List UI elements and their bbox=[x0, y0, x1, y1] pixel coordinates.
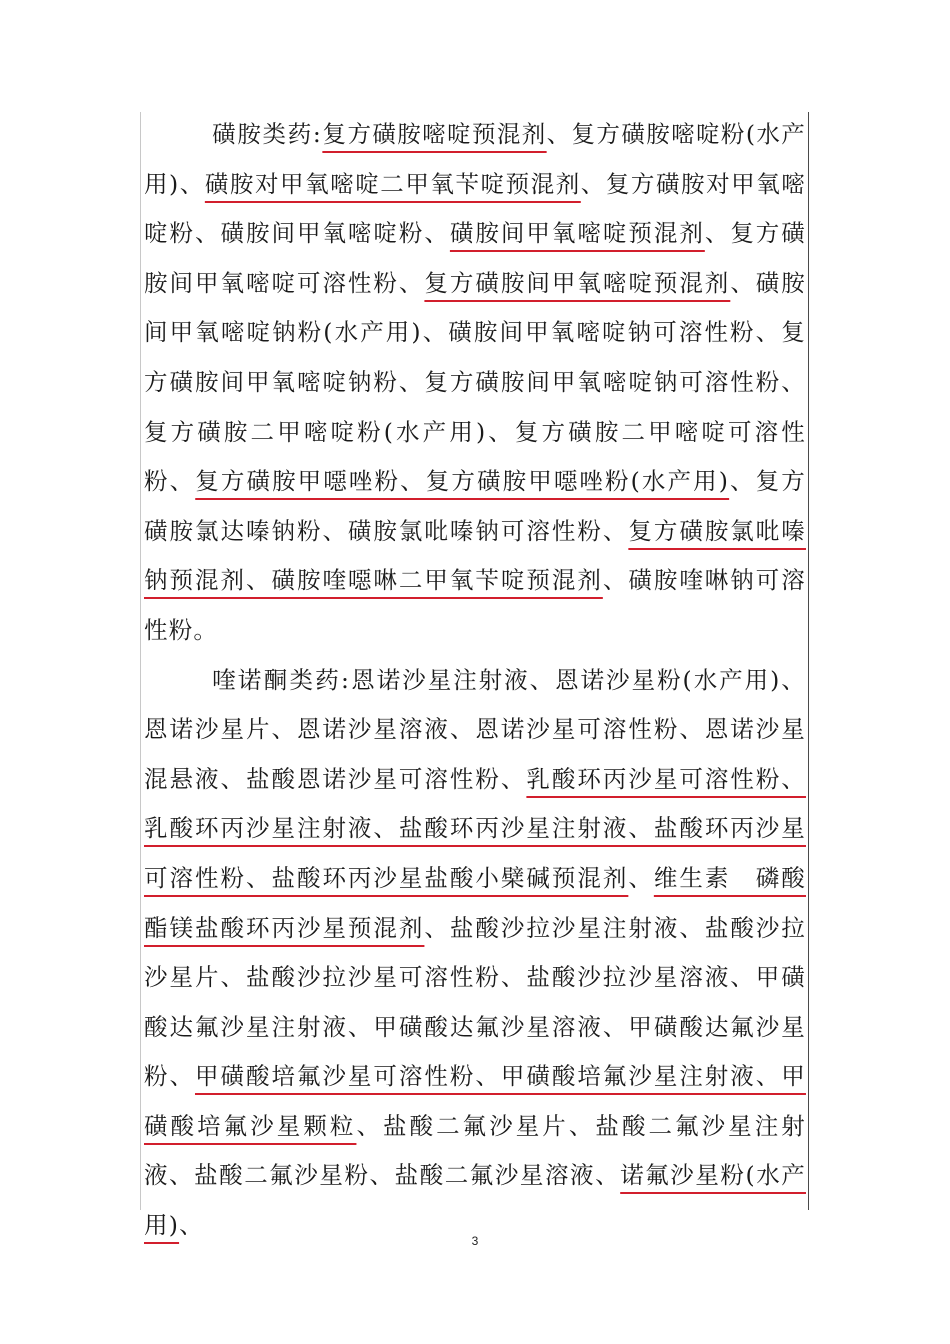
text-segment: 、盐酸二氟沙星片、盐酸二氟沙星注射液、盐酸二氟沙星粉、盐酸二氟沙星溶液、 bbox=[144, 1111, 806, 1190]
paragraph-body bbox=[144, 120, 806, 644]
paragraph-label: 喹诺酮类药: bbox=[212, 665, 351, 694]
body-text bbox=[144, 110, 806, 1251]
text-segment: 恩诺沙星注射液、恩诺沙星粉(水产用)、恩诺沙星片、恩诺沙星溶液、恩诺沙星可溶性粉、恩诺沙星混悬液、盐酸恩诺沙星可溶性粉、 bbox=[144, 665, 807, 793]
underlined-drug-name: 维生素 磷酸酯镁盐酸环丙沙星预混剂 bbox=[144, 863, 806, 942]
underlined-drug-name: 诺氟沙星粉(水产用) bbox=[144, 1161, 806, 1240]
text-segment: 、复方磺胺对甲氧嘧啶粉、磺胺间甲氧嘧啶粉、 bbox=[144, 169, 806, 248]
paragraph-label: 磺胺类药: bbox=[212, 120, 323, 148]
paragraph-body bbox=[144, 666, 806, 1240]
underlined-drug-name: 甲磺酸培氟沙星可溶性粉、甲磺酸培氟沙星注射液、甲磺酸培氟沙星颗粒 bbox=[144, 1062, 806, 1140]
text-segment: 、盐酸沙拉沙星注射液、盐酸沙拉沙星片、盐酸沙拉沙星可溶性粉、盐酸沙拉沙星溶液、甲磺酸达氟沙星注射液、甲磺酸达氟沙星溶液、甲磺酸达氟沙星粉、 bbox=[144, 913, 807, 1091]
underlined-drug-name: 复方磺胺甲噁唑粉、复方磺胺甲噁唑粉(水产用) bbox=[195, 467, 730, 496]
underlined-drug-name: 复方磺胺间甲氧嘧啶预混剂 bbox=[424, 268, 731, 297]
right-margin-line bbox=[808, 112, 809, 1210]
text-segment: 、复方磺胺嘧啶粉(水产用)、 bbox=[144, 120, 806, 198]
underlined-drug-name: 复方磺胺氯吡嗪钠预混剂、磺胺喹噁啉二甲氧苄啶预混剂 bbox=[144, 516, 806, 595]
text-segment: 、复方磺胺氯达嗪钠粉、磺胺氯吡嗪钠可溶性粉、 bbox=[144, 467, 806, 545]
text-segment: 、磺胺喹啉钠可溶性粉。 bbox=[144, 566, 806, 644]
text-segment: 、 bbox=[628, 863, 654, 892]
underlined-drug-name: 磺胺间甲氧嘧啶预混剂 bbox=[449, 219, 705, 248]
underlined-drug-name: 复方磺胺嘧啶预混剂 bbox=[322, 120, 547, 148]
page-number: 3 bbox=[471, 1234, 479, 1248]
paragraph-sulfonamides bbox=[144, 110, 806, 656]
text-segment: 、磺胺间甲氧嘧啶钠粉(水产用)、磺胺间甲氧嘧啶钠可溶性粉、复方磺胺间甲氧嘧啶钠粉、复方磺胺间甲氧嘧啶钠可溶性粉、复方磺胺二甲嘧啶粉(水产用)、复方磺胺二甲嘧啶可溶性粉、 bbox=[144, 268, 806, 496]
text-segment: 、复方磺胺间甲氧嘧啶可溶性粉、 bbox=[144, 219, 807, 297]
underlined-drug-name: 磺胺对甲氧嘧啶二甲氧苄啶预混剂 bbox=[204, 169, 581, 198]
underlined-drug-name: 乳酸环丙沙星可溶性粉、乳酸环丙沙星注射液、盐酸环丙沙星注射液、盐酸环丙沙星可溶性粉、盐酸环丙沙星盐酸小檗碱预混剂 bbox=[144, 764, 807, 892]
text-segment: 、 bbox=[179, 1211, 204, 1240]
paragraph-quinolones bbox=[144, 656, 806, 1251]
left-margin-line bbox=[140, 112, 141, 1210]
